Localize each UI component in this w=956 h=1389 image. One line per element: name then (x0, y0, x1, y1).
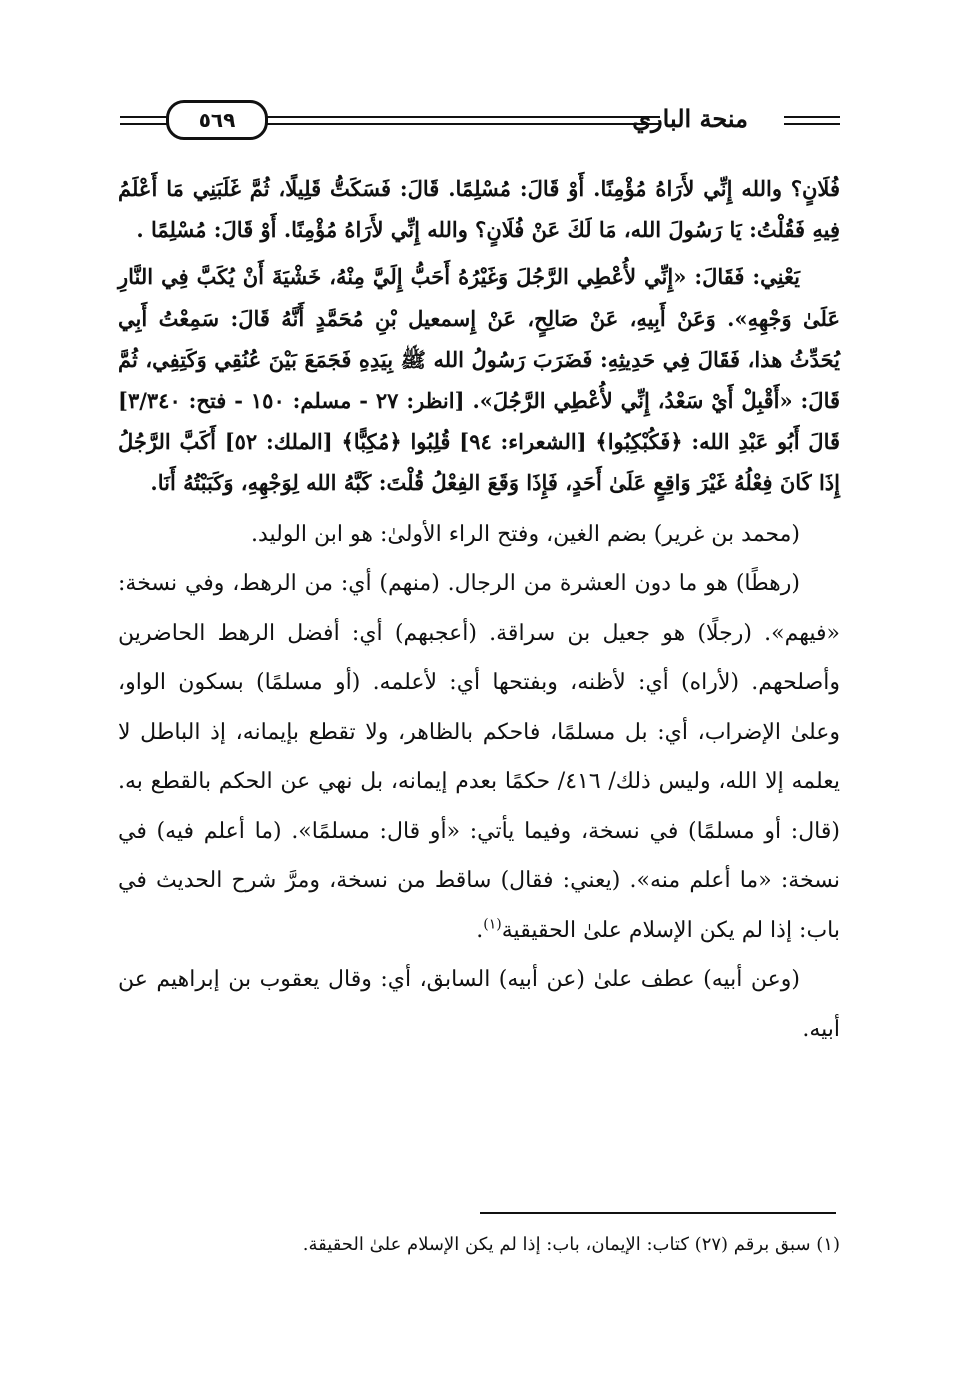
hadith-paragraph-1: فُلَانٍ؟ والله إِنِّي لأَرَاهُ مُؤْمِنًا. أَوْ قَالَ: مُسْلِمًا. قَالَ: فَسَكَتُّ قَلِيلًا، ثُمَّ غَلَبَنِي مَا أَعْلَمُ فِيهِ فَقُلْتُ: يَا رَسُولَ الله، مَا لَكَ عَنْ فُلَانٍ؟ والله إِنِّي لأَرَاهُ مُؤْمِنًا. أَوْ قَالَ: مُسْلِمًا . (118, 176, 840, 243)
commentary-paragraph-2 (118, 559, 840, 955)
commentary-paragraph-3: (وعن أبيه) عطف علىٰ (عن أبيه) السابق، أي: وقال يعقوب بن إبراهيم عن أبيه. (118, 967, 840, 1042)
footnote-reference: (١) (483, 916, 502, 933)
page-number: ٥٦٩ (198, 108, 236, 132)
footnote-separator (480, 1212, 836, 1214)
main-text (118, 168, 840, 1054)
header-rule-right (784, 116, 840, 125)
commentary-paragraph-2-text: (رهطًا) هو ما دون العشرة من الرجال. (منهم) أي: من الرهط، وفي نسخة: «فيهم». (رجلًا) هو جعيل بن سراقة. (أعجبهم) أي: أفضل الرهط الحاضرين وأصلحهم. (لأراه) أي: لأظنه، وبفتحها أي: لأعلمه. (أو مسلمًا) بسكون الواو، وعلىٰ الإضراب، أي: بل مسلمًا، فاحكم بالظاهر، ولا تقطع بإيمانه، إذ الباطل لا يعلمه إلا الله، وليس ذلك/ ٤١٦/ حكمًا بعدم إيمانه، بل نهي عن الحكم بالقطع به. (قال: أو مسلمًا) في نسخة، وفيما يأتي: «أو قال: مسلمًا». (ما أعلم فيه) في نسخة: «ما أعلم منه». (يعني: فقال) ساقط من نسخة، ومرَّ شرح الحديث في باب: إذا لم يكن الإسلام علىٰ الحقيقية (118, 571, 840, 943)
running-title: منحة الباري (632, 104, 748, 133)
commentary-paragraph-2-end: . (476, 917, 484, 943)
page-number-badge (166, 100, 268, 140)
footnote: (١) سبق برقم (٢٧) كتاب: الإيمان، باب: إذا لم يكن الإسلام علىٰ الحقيقة. (302, 1234, 840, 1255)
hadith-paragraph-2: يَعْنِي: فَقَالَ: «إِنِّي لأُعْطِي الرَّجُلَ وَغَيْرُهُ أَحَبُّ إِلَيَّ مِنْهُ، خَشْيَةَ أَنْ يُكَبَّ فِي النَّارِ عَلَىٰ وَجْهِهِ». وَعَنْ أَبِيهِ، عَنْ صَالِحٍ، عَنْ إِسمعيل بْنِ مُحَمَّدٍ أَنَّهُ قَالَ: سَمِعْتُ أَبِي يُحَدِّثُ هذا، فَقَالَ فِي حَدِيثِهِ: فَضَرَبَ رَسُولُ الله ﷺ بِيَدِهِ فَجَمَعَ بَيْنَ عُنُقِي وَكَتِفِي، ثُمَّ قَالَ: «أَقْبِلْ أَيْ سَعْدُ، إِنِّي لأُعْطِي الرَّجُلَ». [انظر: ٢٧ - مسلم: ١٥٠ - فتح: ٣/٣٤٠] قَالَ أَبُو عَبْدِ الله: ﴿فَكُبْكِبُوا﴾ [الشعراء: ٩٤] قُلِبُوا ﴿مُكِبًّا﴾ [الملك: ٥٢] أَكَبَّ الرَّجُلُ إِذَا كَانَ فِعْلُهُ غَيْرَ وَاقِعٍ عَلَىٰ أَحَدٍ، فَإِذَا وَقَعَ الفِعْلُ قُلْتَ: كَبَّهُ الله لِوَجْهِهِ، وَكَبَبْتُهُ أَنَا. (118, 264, 841, 496)
page-header (120, 100, 840, 150)
commentary-paragraph-1: (محمد بن غرير) بضم الغين، وفتح الراء الأولىٰ: هو ابن الوليد. (250, 521, 800, 547)
